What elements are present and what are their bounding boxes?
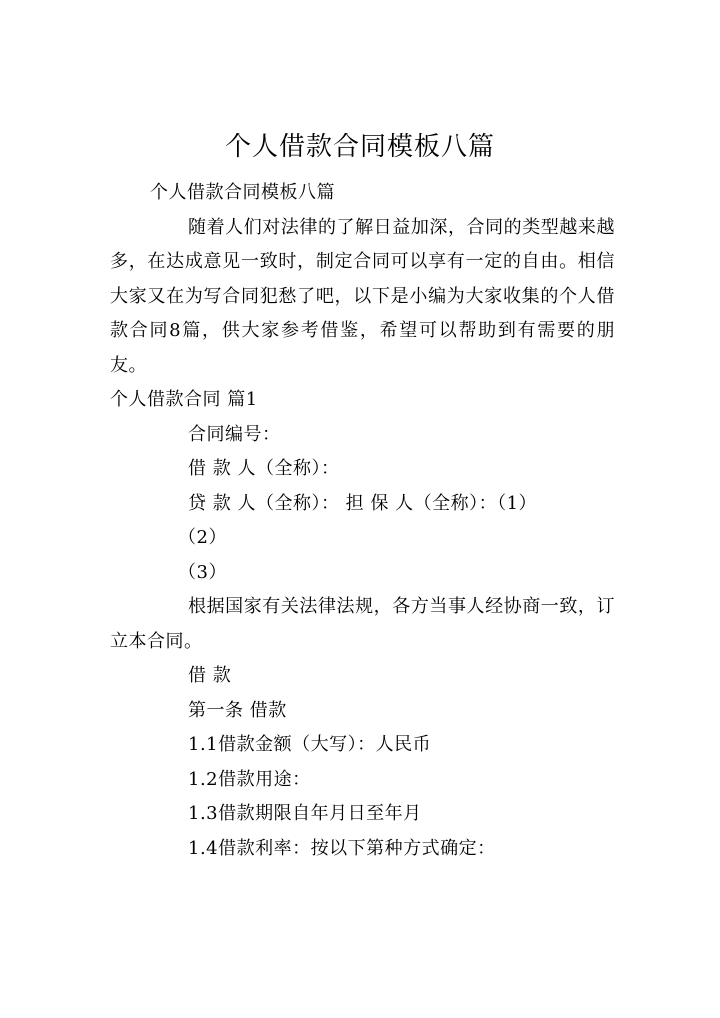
clause-1-3: 1.3借款期限自年月日至年月 xyxy=(188,803,422,824)
document-subtitle: 个人借款合同模板八篇 xyxy=(150,182,335,203)
clause-1-4: 1.4借款利率：按以下第种方式确定： xyxy=(188,837,496,859)
document-title: 个人借款合同模板八篇 xyxy=(224,132,495,163)
clause-1-2: 1.2借款用途： xyxy=(188,768,311,790)
guarantor-item-2: （2） xyxy=(178,527,227,548)
lender-guarantor-field: 贷 款 人（全称）： 担 保 人（全称）：（1） xyxy=(188,492,538,514)
agreement-paragraph: 根据国家有关法律法规，各方当事人经协商一致，订立本合同。 xyxy=(110,596,615,652)
section-heading: 个人借款合同 篇1 xyxy=(110,389,258,410)
loan-heading: 借 款 xyxy=(188,665,232,686)
document-body xyxy=(110,176,615,866)
borrower-field: 借 款 人（全称）： xyxy=(188,458,340,479)
intro-paragraph: 随着人们对法律的了解日益加深，合同的类型越来越多，在达成意见一致时，制定合同可以享有一定的自由。相信大家又在为写合同犯愁了吧，以下是小编为大家收集的个人借款合同8篇，供大家参考借鉴，希望可以帮助到有需要的朋友。 xyxy=(110,216,615,376)
article-1-heading: 第一条 借款 xyxy=(188,699,287,721)
guarantor-item-3: （3） xyxy=(178,561,227,583)
clause-1-1: 1.1借款金额（大写）：人民币 xyxy=(188,734,432,755)
contract-number-field: 合同编号： xyxy=(188,423,281,445)
